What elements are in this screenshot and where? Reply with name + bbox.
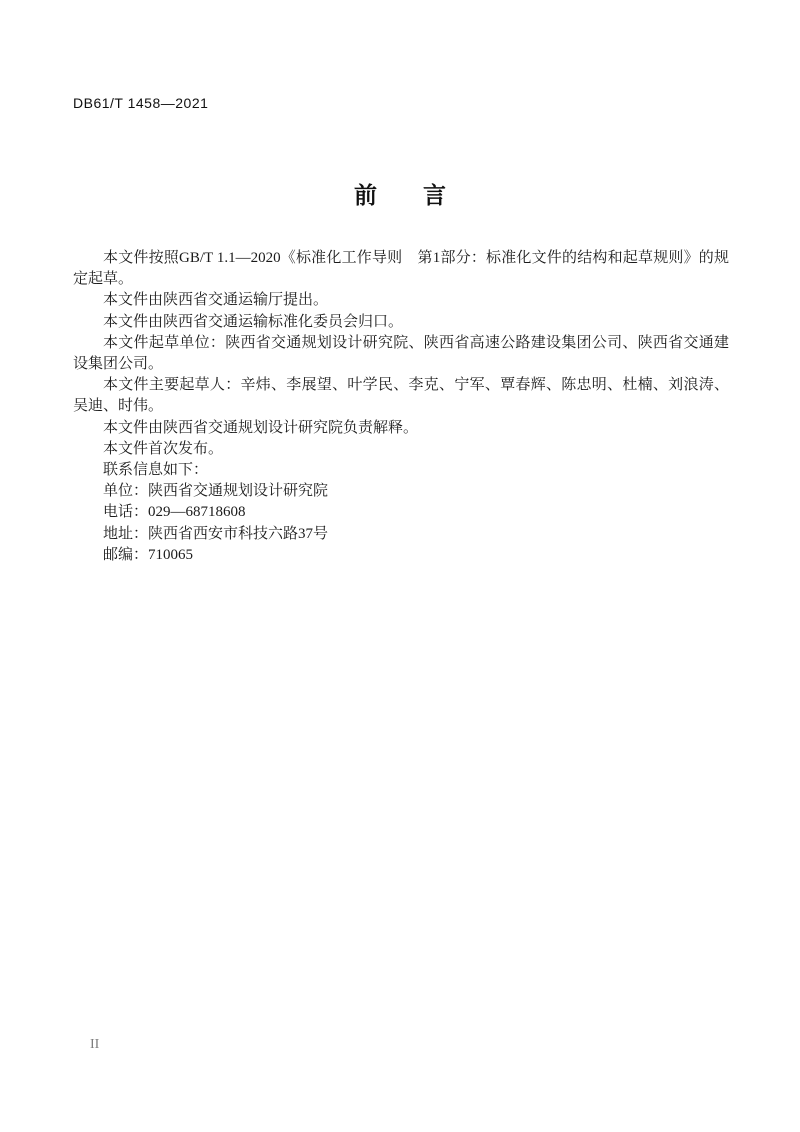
paragraph-main-drafters: 本文件主要起草人：辛炜、李展望、叶学民、李克、宁军、覃春辉、陈忠明、杜楠、刘浪涛、吴迪、时伟。: [73, 377, 729, 415]
contact-unit: 单位：陕西省交通规划设计研究院: [103, 483, 329, 500]
paragraph-centralized-by: 本文件由陕西省交通运输标准化委员会归口。: [103, 313, 404, 330]
paragraph-proposed-by: 本文件由陕西省交通运输厅提出。: [103, 292, 329, 309]
paragraph-interpretation: 本文件由陕西省交通规划设计研究院负责解释。: [103, 419, 419, 436]
contact-postcode: 邮编：710065: [103, 546, 194, 563]
page-number: II: [90, 1037, 100, 1052]
contact-address: 地址：陕西省西安市科技六路37号: [103, 525, 329, 542]
paragraph-first-issue: 本文件首次发布。: [103, 440, 224, 457]
paragraph-drafting-organizations: 本文件起草单位：陕西省交通规划设计研究院、陕西省高速公路建设集团公司、陕西省交通建设集团公司。: [73, 334, 729, 373]
paragraph-contact-intro: 联系信息如下：: [103, 462, 209, 479]
page-title: 前 言: [354, 182, 446, 208]
contact-phone: 电话：029—68718608: [103, 504, 246, 521]
paragraph-drafting-rules: 本文件按照GB/T 1.1—2020《标准化工作导则 第1部分：标准化文件的结构和起草规则》的规定起草。: [73, 250, 729, 288]
foreword-content: [73, 248, 729, 566]
document-code-header: DB61/T 1458—2021: [73, 95, 209, 111]
